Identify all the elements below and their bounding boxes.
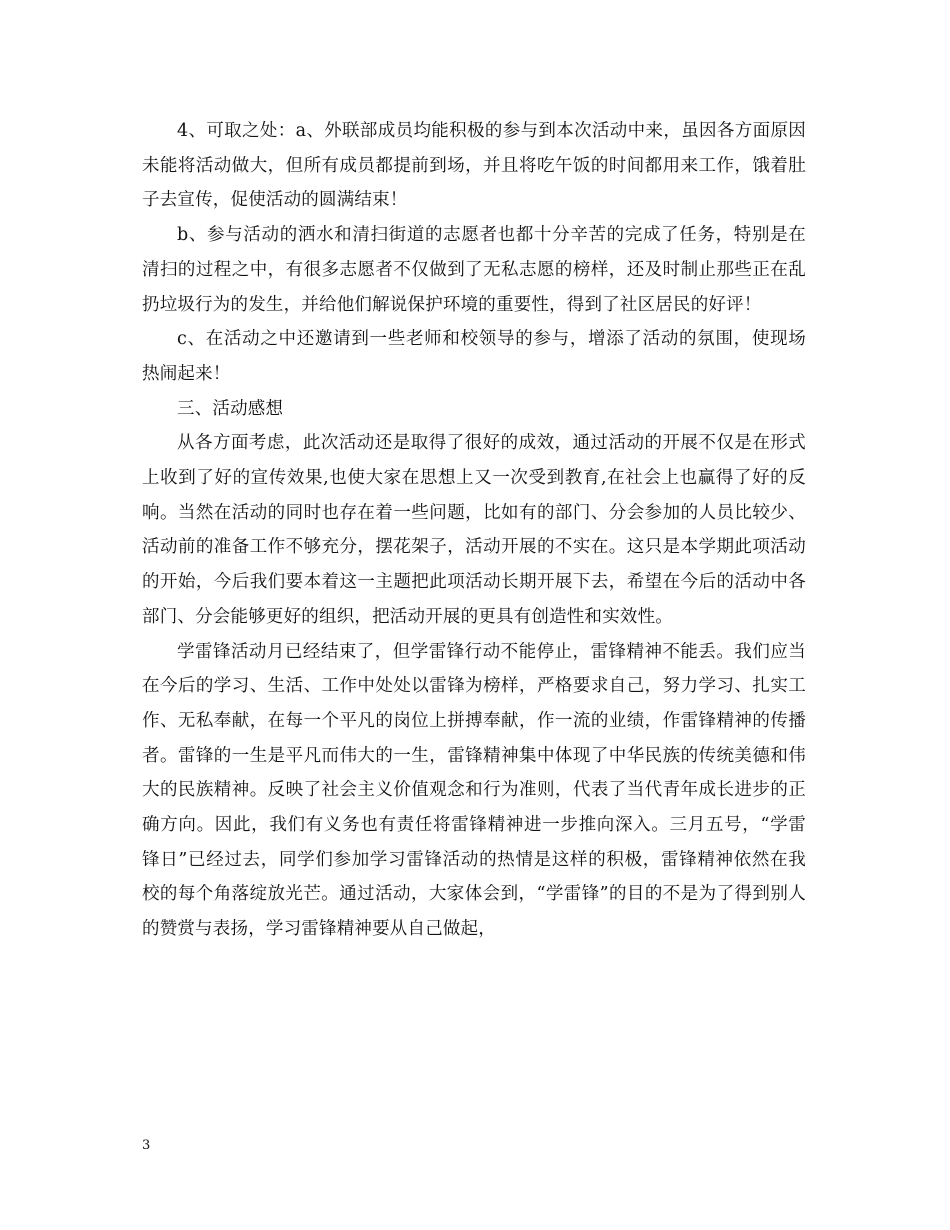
paragraph-lei-feng-spirit: 学雷锋活动月已经结束了，但学雷锋行动不能停止，雷锋精神不能丢。我们应当在今后的学习、生活、工作中处处以雷锋为榜样，严格要求自己，努力学习、扎实工作、无私奉献，在每一个平凡的岗位上拼搏奉献，作一流的业绩，作雷锋精神的传播者。雷锋的一生是平凡而伟大的一生，雷锋精神集中体现了中华民族的传统美德和伟大的民族精神。反映了社会主义价值观念和行为准则，代表了当代青年成长进步的正确方向。因此，我们有义务也有责任将雷锋精神进一步推向深入。三月五号，“学雷锋日”已经过去，同学们参加学习雷锋活动的热情是这样的积极，雷锋精神依然在我校的每个角落绽放光芒。通过活动，大家体会到，“学雷锋”的目的不是为了得到别人的赞赏与表扬，学习雷锋精神要从自己做起，: [142, 641, 806, 940]
section-heading-reflections: 三、活动感想: [177, 398, 284, 419]
document-body: [142, 114, 806, 947]
paragraph-advantages-b: b、参与活动的洒水和清扫街道的志愿者也都十分辛苦的完成了任务，特别是在清扫的过程之中，有很多志愿者不仅做到了无私志愿的榜样，还及时制止那些正在乱扔垃圾行为的发生，并给他们解说保护环境的重要性，得到了社区居民的好评！: [142, 225, 806, 315]
page-number: 3: [142, 1138, 151, 1153]
paragraph-reflections: 从各方面考虑，此次活动还是取得了很好的成效，通过活动的开展不仅是在形式上收到了好的宣传效果,也使大家在思想上又一次受到教育,在社会上也赢得了好的反响。当然在活动的同时也存在着一些问题，比如有的部门、分会参加的人员比较少、活动前的准备工作不够充分，摆花架子，活动开展的不实在。这只是本学期此项活动的开始，今后我们要本着这一主题把此项活动长期开展下去，希望在今后的活动中各部门、分会能够更好的组织，把活动开展的更具有创造性和实效性。: [142, 433, 806, 627]
paragraph-advantages-c: c、在活动之中还邀请到一些老师和校领导的参与，增添了活动的氛围，使现场热闹起来！: [142, 329, 806, 384]
paragraph-advantages-a: 4、可取之处：a、外联部成员均能积极的参与到本次活动中来，虽因各方面原因未能将活动做大，但所有成员都提前到场，并且将吃午饭的时间都用来工作，饿着肚子去宣传，促使活动的圆满结束！: [142, 121, 806, 211]
